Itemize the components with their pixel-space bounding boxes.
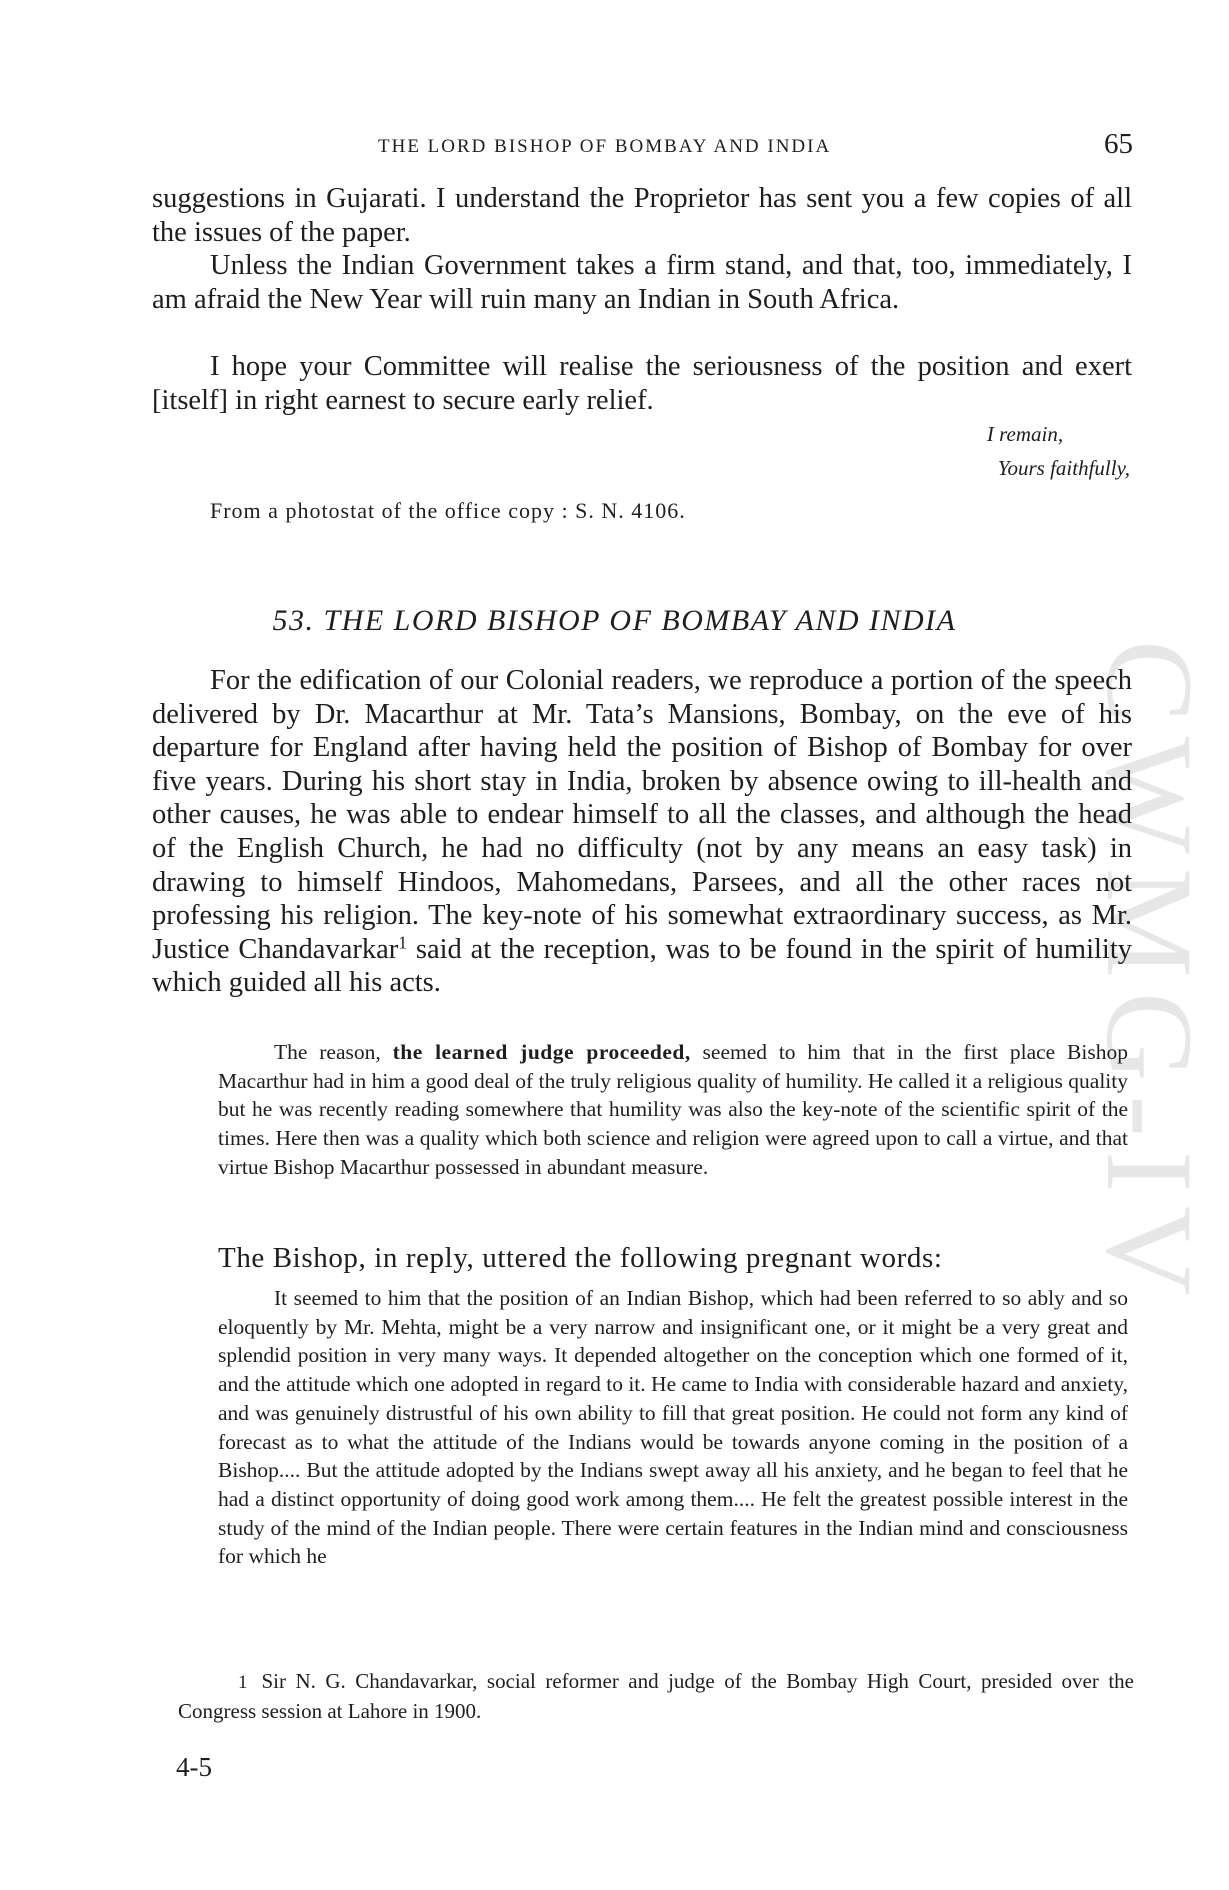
letter-paragraph-3: I hope your Committee will realise the seriousness of the position and exert [itself] in right earnest to secure early relief. <box>152 351 1132 416</box>
reply-lead-in: The Bishop, in reply, uttered the following pregnant words: <box>218 1242 943 1274</box>
quote-1-rest: seemed to him that in the first place Bishop Macarthur had in him a good deal of the truly religious quality of humility. He called it a religious quality but he was recently reading somewhere that humility was also the key-note of the scientific spirit of the times. Here then was a quality which both science and religion were agreed upon to call a virtue, and that virtue Bishop Macarthur possessed in abundant measure. <box>218 1040 1128 1179</box>
signature-mark: 4-5 <box>176 1752 212 1782</box>
quote-1-start: The reason, <box>274 1040 393 1064</box>
section-title: 53. THE LORD BISHOP OF BOMBAY AND INDIA <box>272 604 957 637</box>
running-head: THE LORD BISHOP OF BOMBAY AND INDIA <box>378 136 832 157</box>
intro-text-after-note: said at the reception, was to be found in the spirit of humility which guided all his acts. <box>152 933 1132 999</box>
footnote-reference: 1 <box>398 932 408 953</box>
footnote-mark: 1 <box>238 1672 248 1693</box>
page-number: 65 <box>1104 128 1133 160</box>
letter-paragraph-1: suggestions in Gujarati. I understand the Proprietor has sent you a few copies of all the issues of the paper. <box>152 183 1132 248</box>
quoted-passage-judge <box>218 1038 1128 1182</box>
footnote <box>178 1667 1134 1726</box>
letter-paragraph-2: Unless the Indian Government takes a firm stand, and that, too, immediately, I am afraid the New Year will ruin many an Indian in South Africa. <box>152 250 1132 315</box>
letter-closing-signoff: Yours faithfully, <box>997 456 1130 480</box>
intro-text-before-note: For the edification of our Colonial readers, we reproduce a portion of the speech delivered by Dr. Macarthur at Mr. Tata’s Mansions, Bombay, on the eve of his departure for England after having held the position of Bishop of Bombay for over five years. During his short stay in India, broken by absence owing to ill-health and other causes, he was able to endear himself to all the classes, and although the head of the English Church, he had no difficulty (not by any means an easy task) in drawing to himself Hindoos, Mahomedans, Parsees, and all the other races not professing his religion. The key-note of his somewhat extraordinary success, as Mr. Justice Chandavarkar <box>152 665 1132 965</box>
quoted-passage-bishop: It seemed to him that the position of an Indian Bishop, which had been referred to so ably and so eloquently by Mr. Mehta, might be a very narrow and insignificant one, or it might be a very great and splendid position in very many ways. It depended altogether on the conception which one formed of it, and the attitude which one adopted in regard to it. He came to India with considerable hazard and anxiety, and was genuinely distrustful of his own ability to fill that great position. He could not form any kind of forecast as to what the attitude of the Indians would be towards anyone coming in the position of a Bishop.... But the attitude adopted by the Indians swept away all his anxiety, and he began to feel that he had a distinct opportunity of doing good work among them.... He felt the greatest possible interest in the study of the mind of the Indian people. There were certain features in the Indian mind and consciousness for which he <box>218 1286 1128 1569</box>
source-note: From a photostat of the office copy : S. N. 4106. <box>210 498 686 523</box>
letter-closing-remain: I remain, <box>986 422 1064 446</box>
watermark: CWMG-IV <box>1081 640 1218 1310</box>
intro-paragraph <box>152 664 1132 1000</box>
footnote-text: Sir N. G. Chandavarkar, social reformer and judge of the Bombay High Court, presided over the Congress session at Lahore in 1900. <box>178 1669 1134 1723</box>
quote-1-emphasis: the learned judge proceeded, <box>392 1040 691 1064</box>
